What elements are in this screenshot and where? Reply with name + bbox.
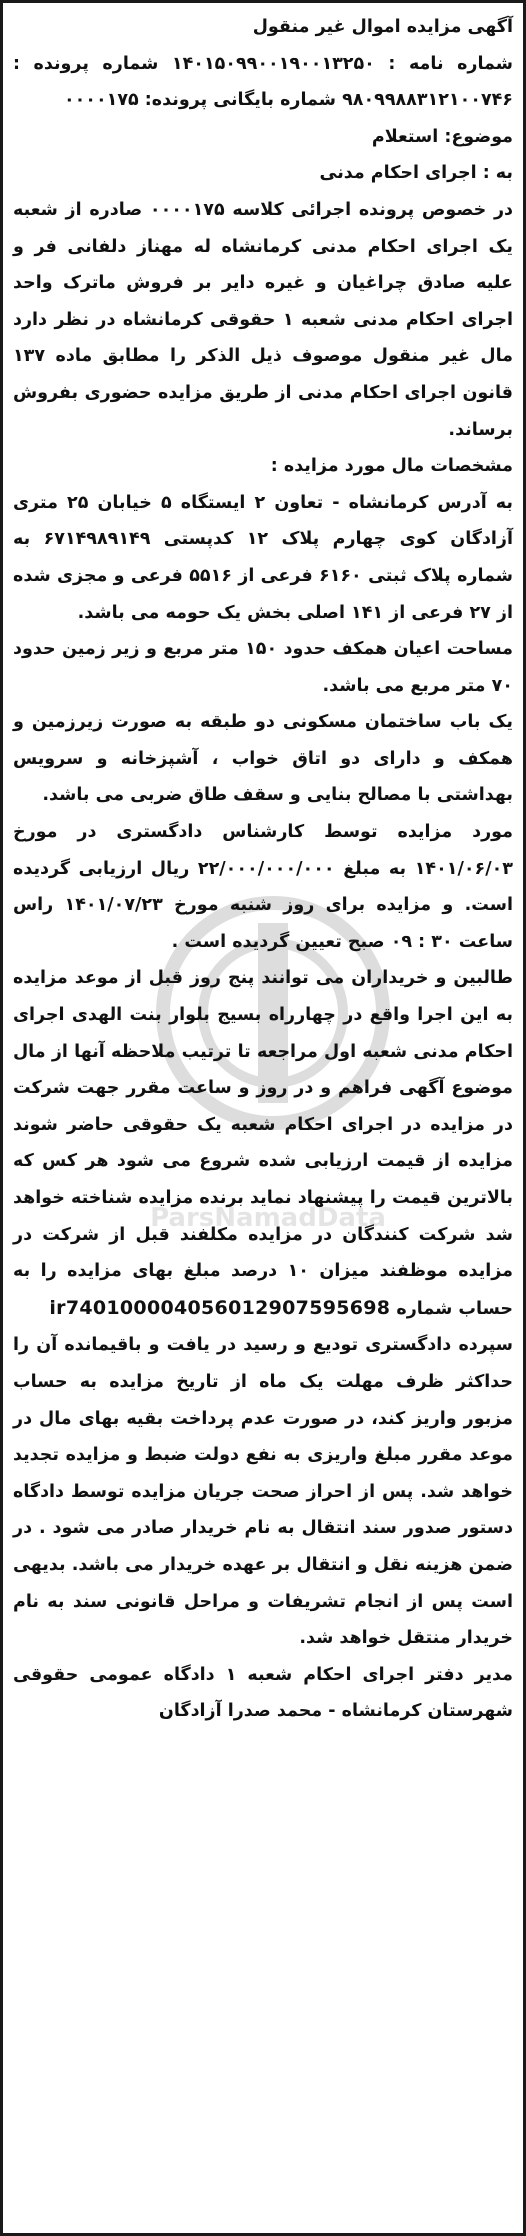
case-numbers: شماره نامه : ۱۴۰۱۵۰۹۹۰۰۱۹۰۰۱۳۲۵۰ شماره پرونده : ۹۸۰۹۹۸۸۳۱۲۱۰۰۷۴۶ شماره بایگانی پرونده: ۰۰۰۰۱۷۵ xyxy=(13,53,513,111)
case-description: در خصوص پرونده اجرائی کلاسه ۰۰۰۰۱۷۵ صادره از شعبه یک اجرای احکام مدنی کرمانشاه له مهناز دلفانی فر و علیه صادق چراغیان و غیره دایر بر فروش ماترک واحد اجرای احکام مدنی شعبه ۱ حقوقی کرمانشاه در نظر دارد مال غیر منقول موصوف ذیل الذکر را مطابق ماده ۱۳۷ قانون اجرای احکام مدنی از طریق مزایده حضوری بفروش برساند. xyxy=(13,199,514,440)
subject-line: موضوع: استعلام xyxy=(371,126,513,147)
property-address: به آدرس کرمانشاه - تعاون ۲ ایستگاه ۵ خیابان ۲۵ متری آزادگان کوی چهارم پلاک ۱۲ کدپستی ۶۷۱۴۹۸۹۱۴۹ به شماره پلاک ثبتی ۶۱۶۰ فرعی از ۵۵۱۶ فرعی و مجزی شده از ۲۷ فرعی از ۱۴۱ اصلی بخش یک حومه می باشد. xyxy=(13,492,513,623)
notice-content xyxy=(13,9,513,1730)
building-description: یک باب ساختمان مسکونی دو طبقه به صورت زیرزمین و همکف و دارای دو اتاق خواب ، آشپزخانه و سرویس بهداشتی با مصالح بنایی و سقف طاق ضربی می باشد. xyxy=(13,712,513,806)
account-number: ir740100004056012907595698 xyxy=(49,1296,391,1319)
auction-terms-text: طالبین و خریداران می توانند پنج روز قبل از موعد مزایده به این اجرا واقع در چهارراه بسیج بلوار بنت الهدی اجرای احکام مدنی شعبه اول مراجعه تا ترتیب ملاحظه آنها از مال موضوع آگهی فراهم و در روز و ساعت مقرر جهت شرکت در مزایده در اجرای احکام شعبه یک حقوقی حاضر شوند مزایده از قیمت ارزیابی شده شروع می شود هر کس که بالاترین قیمت را پیشنهاد نماید برنده مزایده شناخته خواهد شد شرکت کنندگان در مزایده مکلفند قبل از شرکت در مزایده موظفند میزان ۱۰ درصد مبلغ بهای مزایده را به حساب شماره xyxy=(13,968,513,1319)
property-area: مساحت اعیان همکف حدود ۱۵۰ متر مربع و زیر زمین حدود ۷۰ متر مربع می باشد. xyxy=(13,639,513,696)
signature: مدیر دفتر اجرای احکام شعبه ۱ دادگاه عمومی حقوقی شهرستان کرمانشاه - محمد صدرا آزادگان xyxy=(13,1664,514,1722)
payment-terms: سپرده دادگستری توديع و رسيد در يافت و باقيمانده آن را حداكثر ظرف مهلت يک ماه از تاريخ مزايده به حساب مزبور واريز كند، در صورت عدم پرداخت بقيه بهای مال در موعد مقرر مبلغ واریزی به نفع دولت ضبط و مزایده تجدید خواهد شد. پس از احراز صحت جریان مزایده توسط دادگاه دستور صدور سند انتقال به نام خریدار صادر می شود . در ضمن هزینه نقل و انتقال بر عهده خریدار می باشد. بدیهی است پس از انجام تشریفات و مراحل قانونی سند به نام خریدار منتقل خواهد شد. xyxy=(13,1335,513,1649)
auction-terms xyxy=(13,960,513,1327)
watermark-text: ParsNamadData xyxy=(150,1203,386,1233)
recipient-line: به : اجرای احکام مدنی xyxy=(319,163,513,184)
appraisal-and-date: مورد مزایده توسط کارشناس دادگستری در مورخ ۱۴۰۱/۰۶/۰۳ به مبلغ ۲۲/۰۰۰/۰۰۰/۰۰۰ ریال ارزیابی گردیده است. و مزایده برای روز شنبه مورخ ۱۴۰۱/۰۷/۲۳ راس ساعت ۳۰ : ۰۹ صبح تعیین گردیده است . xyxy=(13,822,513,952)
notice-title: آگهی مزایده اموال غیر منقول xyxy=(252,17,513,37)
property-spec-heading: مشخصات مال مورد مزایده : xyxy=(270,456,513,477)
